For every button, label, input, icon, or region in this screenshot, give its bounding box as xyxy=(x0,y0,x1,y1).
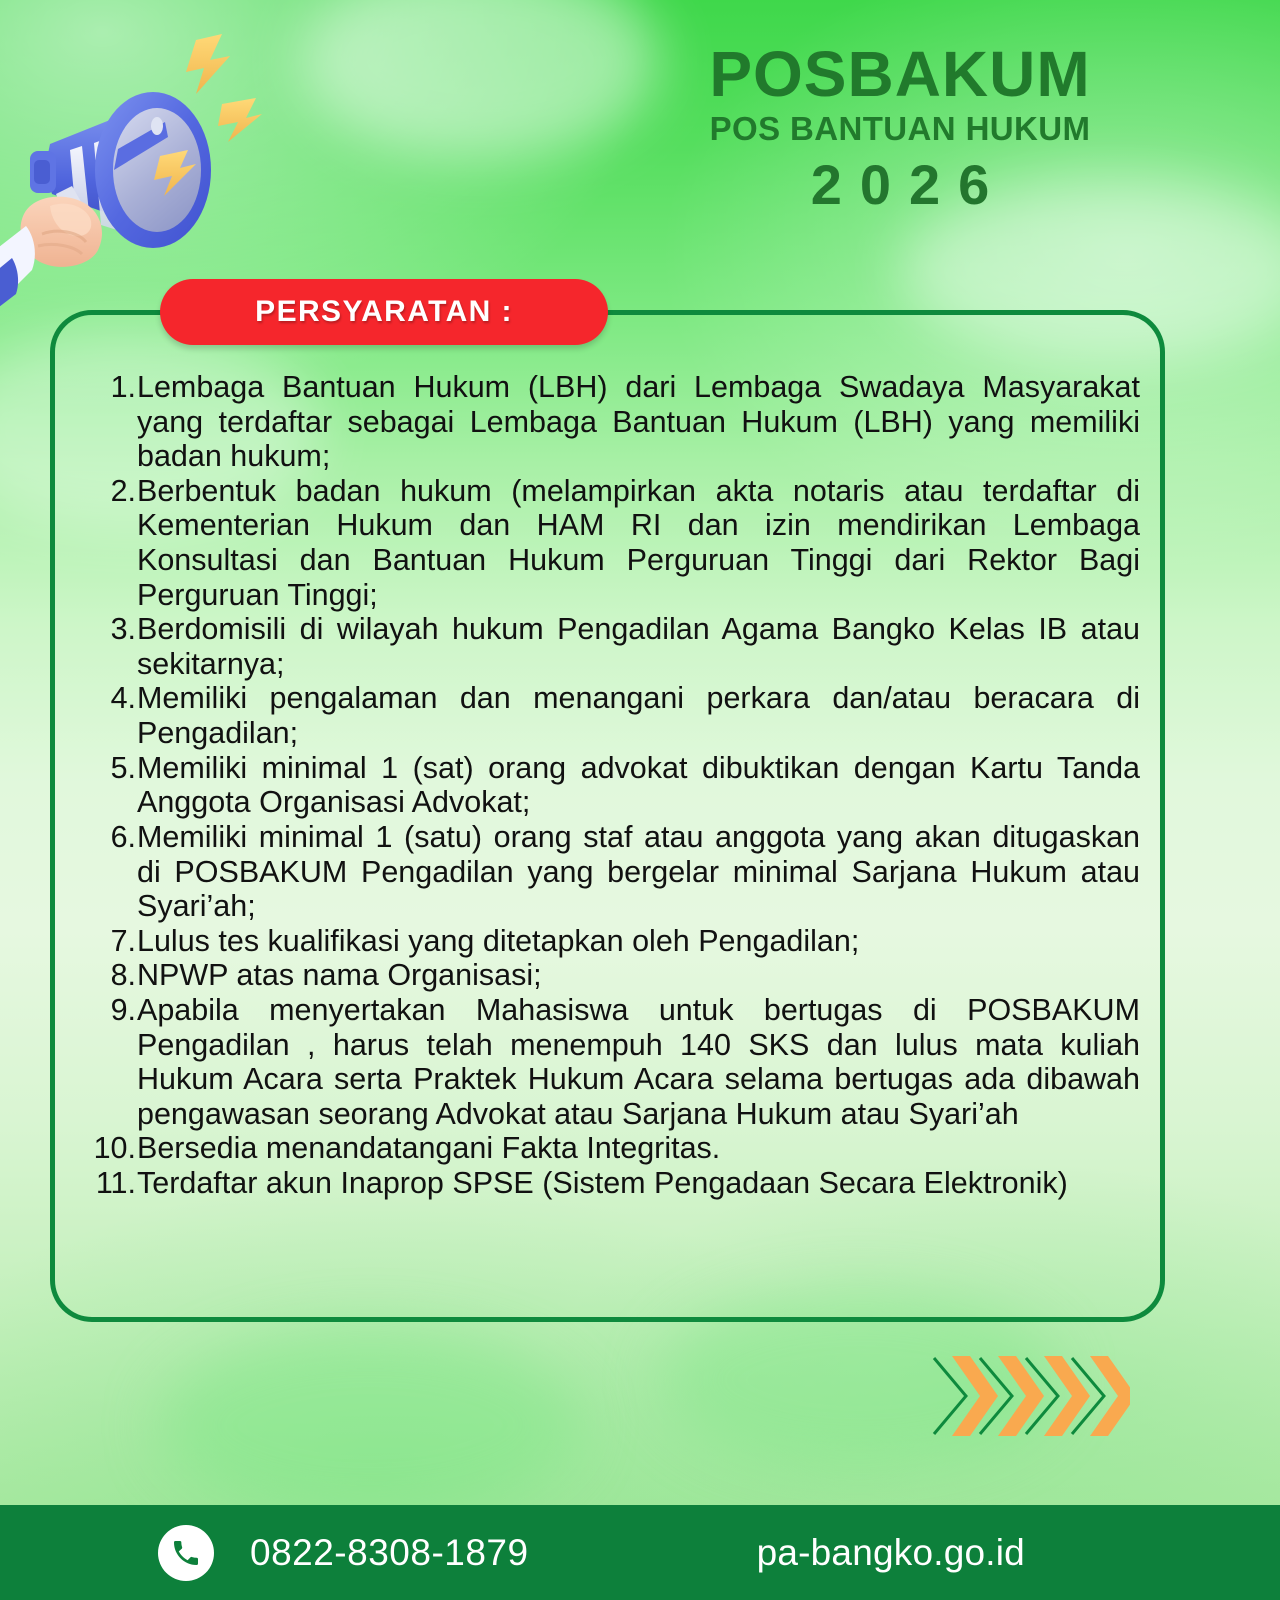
footer-bar xyxy=(0,1505,1280,1600)
list-item-text: Terdaftar akun Inaprop SPSE (Sistem Pengadaan Secara Elektronik) xyxy=(137,1166,1068,1201)
page-title: POSBAKUM xyxy=(709,38,1091,110)
badge-label: PERSYARATAN : xyxy=(255,295,513,328)
chevrons-icon xyxy=(930,1348,1130,1444)
list-item xyxy=(75,612,1140,681)
list-item-number: 9. xyxy=(110,992,136,1027)
list-item-number: 7. xyxy=(110,923,136,958)
list-item xyxy=(75,1166,1140,1201)
list-item xyxy=(75,958,1140,993)
page-year: 2026 xyxy=(810,152,1008,216)
phone-number[interactable]: 0822-8308-1879 xyxy=(250,1531,529,1573)
poster-header xyxy=(560,38,1240,217)
list-item-text: Berbentuk badan hukum (melampirkan akta notaris atau terdaftar di Kementerian Hukum dan HAM RI dan izin mendirikan Lembaga Konsultasi dan Bantuan Hukum Perguruan Tinggi dari Rektor Bagi Perguruan Tinggi; xyxy=(137,473,1140,612)
list-item-number: 5. xyxy=(110,750,136,785)
list-item-number: 4. xyxy=(110,681,136,716)
list-item-number: 3. xyxy=(110,612,136,647)
list-item-text: Apabila menyertakan Mahasiswa untuk bertugas di POSBAKUM Pengadilan , harus telah menempuh 140 SKS dan lulus mata kuliah Hukum Acara serta Praktek Hukum Acara selama bertugas ada dibawah pengawasan seorang Advokat atau Sarjana Hukum atau Syari’ah xyxy=(137,992,1140,1131)
list-item xyxy=(75,681,1140,750)
list-item-text: Memiliki minimal 1 (satu) orang staf atau anggota yang akan ditugaskan di POSBAKUM Pengadilan yang bergelar minimal Sarjana Hukum atau Syari’ah; xyxy=(137,819,1140,924)
phone-icon xyxy=(158,1525,214,1581)
list-item xyxy=(75,370,1140,474)
list-item-text: NPWP atas nama Organisasi; xyxy=(137,958,542,993)
list-item-text: Lembaga Bantuan Hukum (LBH) dari Lembaga Swadaya Masyarakat yang terdaftar sebagai Lembaga Bantuan Hukum (LBH) yang memiliki badan hukum; xyxy=(137,370,1140,474)
list-item-number: 2. xyxy=(110,473,136,508)
chevrons-decoration xyxy=(930,1348,1130,1444)
list-item-number: 10. xyxy=(93,1131,136,1166)
cloud-blob xyxy=(160,1330,580,1520)
list-item-number: 6. xyxy=(110,819,136,854)
phone-handset-icon xyxy=(170,1537,202,1569)
list-item-number: 1. xyxy=(110,370,136,404)
list-item-number: 11. xyxy=(95,1166,136,1201)
list-item xyxy=(75,820,1140,924)
website-url[interactable]: pa-bangko.go.id xyxy=(756,1531,1025,1573)
list-item-text: Berdomisili di wilayah hukum Pengadilan Agama Bangko Kelas IB atau sekitarnya; xyxy=(137,612,1140,681)
list-item-text: Memiliki pengalaman dan menangani perkara dan/atau beracara di Pengadilan; xyxy=(137,681,1140,751)
list-item xyxy=(75,993,1140,1131)
status-badge xyxy=(160,279,608,345)
page-subtitle: POS BANTUAN HUKUM xyxy=(709,110,1091,148)
megaphone-illustration xyxy=(0,18,290,318)
requirements-list xyxy=(75,370,1140,1201)
list-item xyxy=(75,1131,1140,1166)
megaphone-icon xyxy=(0,18,290,318)
list-item-number: 8. xyxy=(110,958,136,993)
list-item xyxy=(75,474,1140,612)
list-item-text: Bersedia menandatangani Fakta Integritas. xyxy=(137,1131,721,1166)
list-item-text: Memiliki minimal 1 (sat) orang advokat dibuktikan dengan Kartu Tanda Anggota Organisasi Advokat; xyxy=(137,750,1140,820)
list-item xyxy=(75,924,1140,959)
list-item-text: Lulus tes kualifikasi yang ditetapkan oleh Pengadilan; xyxy=(137,923,860,958)
list-item xyxy=(75,751,1140,820)
